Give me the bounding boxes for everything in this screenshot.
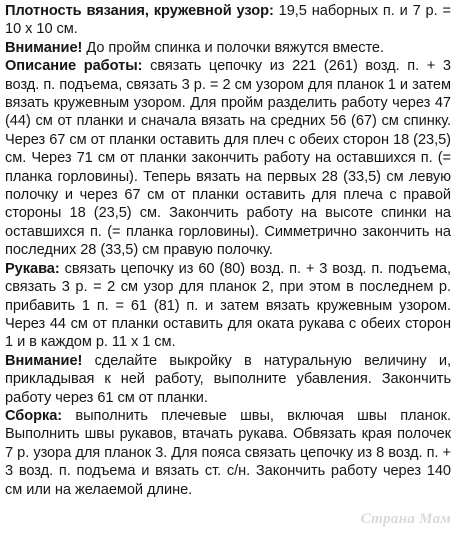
work-description-heading: Описание работы: [5, 58, 143, 75]
sleeves-heading: Рукава: [5, 260, 60, 277]
attention-paragraph-1 [5, 39, 451, 57]
assembly-paragraph [5, 407, 451, 499]
attention-paragraph-2 [5, 352, 451, 407]
attention-heading-1: Внимание! [5, 39, 83, 56]
density-heading: Плотность вязания, кружевной узор: [5, 3, 274, 19]
assembly-text: выполнить плечевые швы, включая швы планок. Выполнить швы рукавов, втачать рукава. Обвязать края полочек 7 р. узора для планок 3. Для пояса связать цепочку из 8 возд. п. + 3 возд. п. подъема и вязать ст. с/н. Закончить работу через 140 см или на желаемой длине. [5, 407, 451, 498]
attention-heading-2: Внимание! [5, 352, 83, 369]
work-description-paragraph [5, 57, 451, 259]
work-description-text: связать цепочку из 221 (261) возд. п. + 3 возд. п. подъема, связать 3 р. = 2 см узором для планок 1 и затем вязать кружевным узором. Для пройм разделить работу через 47 (44) см от планки и сначала вязать на средних 56 (67) см спинку. Через 67 см от планки оставить для плеч с обеих сторон 18 (23,5) см. Через 71 см от планки закончить работу на оставшихся п. (= планка горловины). Теперь вязать на первых 28 (33,5) см левую полочку и через 67 см от планки оставить для плеча с правой стороны 18 (23,5) см. Закончить работу на высоте спинки на оставшихся п. (= планка горловины). Симметрично закончить на последних 28 (33,5) см правую полочку. [5, 58, 451, 259]
site-watermark: Страна Мам [360, 511, 451, 527]
sleeves-paragraph [5, 260, 451, 352]
density-paragraph [5, 2, 451, 39]
assembly-heading: Сборка: [5, 407, 63, 424]
sleeves-text: связать цепочку из 60 (80) возд. п. + 3 возд. п. подъема, связать 3 р. = 2 см узор для планок 2, при этом в последнем р. прибавить 1 п. = 61 (81) п. и затем вязать кружевным узором. Через 44 см от планки оставить для оката рукава с обеих сторон 1 и в каждом р. 11 х 1 см. [5, 260, 451, 351]
attention-text-1: До пройм спинка и полочки вяжутся вместе. [82, 39, 384, 56]
attention-text-2: сделайте выкройку в натуральную величину и, прикладывая к ней работу, выполните убавления. Закончить работу через 61 см от планки. [5, 352, 451, 406]
density-text: 19,5 наборных п. и 7 р. = 10 х 10 см. [5, 3, 451, 38]
